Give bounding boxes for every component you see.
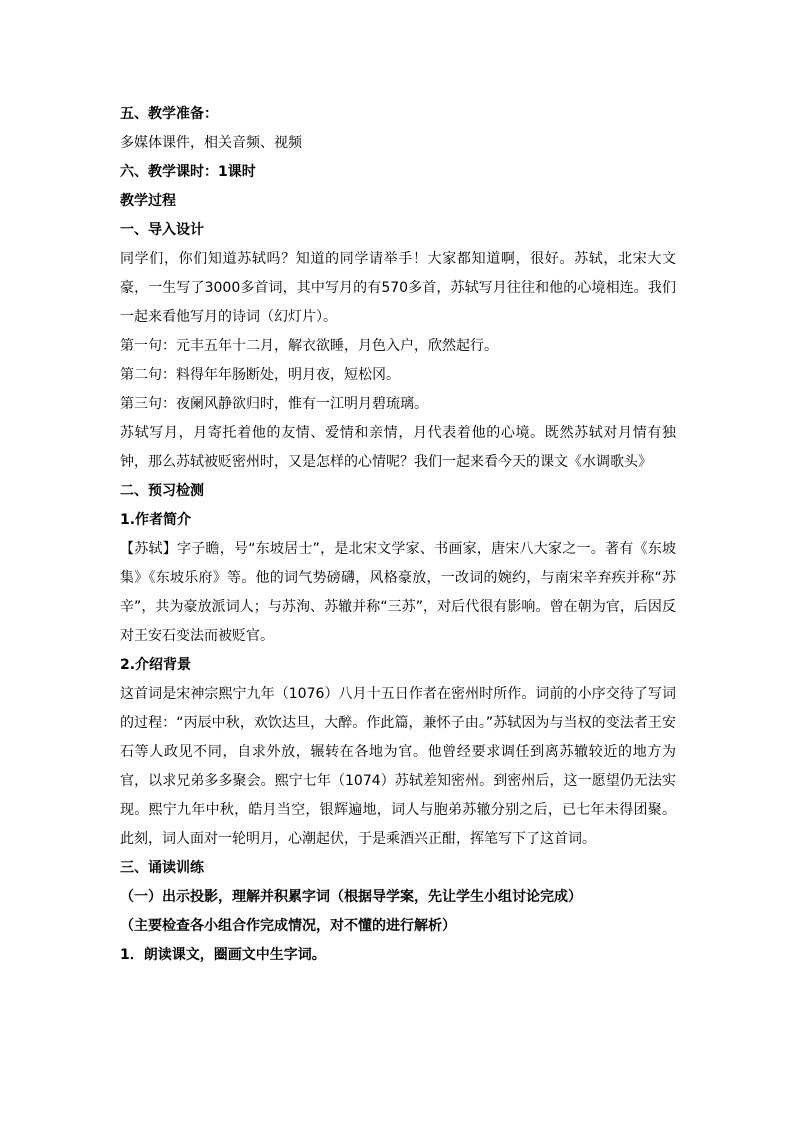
section-heading-teaching-process: 教学过程 [120, 193, 176, 209]
reading-item-1: 1．朗读课文，圈画文中生字词。 [120, 947, 326, 963]
preparation-text: 多媒体课件，相关音频、视频 [120, 135, 302, 151]
subheading-author-profile: 1.作者简介 [120, 512, 192, 528]
section-heading-reading-practice: 三、诵读训练 [120, 860, 204, 876]
background-paragraph: 这首词是宋神宗熙宁九年（1076）八月十五日作者在密州时所作。词前的小序交待了写词的过程：“丙辰中秋，欢饮达旦，大醉。作此篇，兼怀子由。”苏轼因为与当权的变法者王安石等人政见不同，自求外放，辗转在各地为官。他曾经要求调任到离苏辙较近的地方为官，以求兄弟多多聚会。熙宁七年（1074）苏轼差知密州。到密州后，这一愿望仍无法实现。熙宁九年中秋，皓月当空，银辉遍地，词人与胞弟苏辙分别之后，已七年未得团聚。此刻，词人面对一轮明月，心潮起伏，于是乘酒兴正酣，挥笔写下了这首词。 [120, 686, 676, 847]
reading-subsection-note: （主要检查各小组合作完成情况，对不懂的进行解析） [120, 918, 456, 934]
section-heading-preparation: 五、教学准备： [120, 106, 218, 122]
verse-line-3: 第三句：夜阑风静欲归时，惟有一江明月碧琉璃。 [120, 396, 428, 412]
section-heading-preview-check: 二、预习检测 [120, 483, 204, 499]
introduction-paragraph-2: 苏轼写月，月寄托着他的友情、爱情和亲情，月代表着他的心境。既然苏轼对月情有独钟，那么苏轼被贬密州时，又是怎样的心情呢？我们一起来看今天的课文《水调歌头》 [120, 425, 676, 470]
subheading-background: 2.介绍背景 [120, 657, 192, 673]
verse-line-1: 第一句：元丰五年十二月，解衣欲睡，月色入户，欣然起行。 [120, 338, 498, 354]
author-paragraph: 【苏轼】字子瞻，号“东坡居士”，是北宋文学家、书画家，唐宋八大家之一。著有《东坡集》《东坡乐府》等。他的词气势磅礴，风格豪放，一改词的婉约，与南宋辛弃疾并称“苏辛”，共为豪放派词人；与苏洵、苏辙并称“三苏”，对后代很有影响。曾在朝为官，后因反对王安石变法而被贬官。 [120, 541, 676, 644]
document-body [120, 100, 676, 970]
introduction-paragraph: 同学们，你们知道苏轼吗？知道的同学请举手！大家都知道啊，很好。苏轼，北宋大文豪，一生写了3000多首词，其中写月的有570多首，苏轼写月往往和他的心境相连。我们一起来看他写月的诗词（幻灯片）。 [120, 251, 676, 325]
verse-line-2: 第二句：料得年年肠断处，明月夜，短松冈。 [120, 367, 400, 383]
section-heading-class-hours: 六、教学课时：1课时 [120, 164, 256, 180]
reading-subsection-1: （一）出示投影，理解并积累字词（根据导学案，先让学生小组讨论完成） [120, 889, 582, 905]
section-heading-introduction: 一、导入设计 [120, 222, 204, 238]
